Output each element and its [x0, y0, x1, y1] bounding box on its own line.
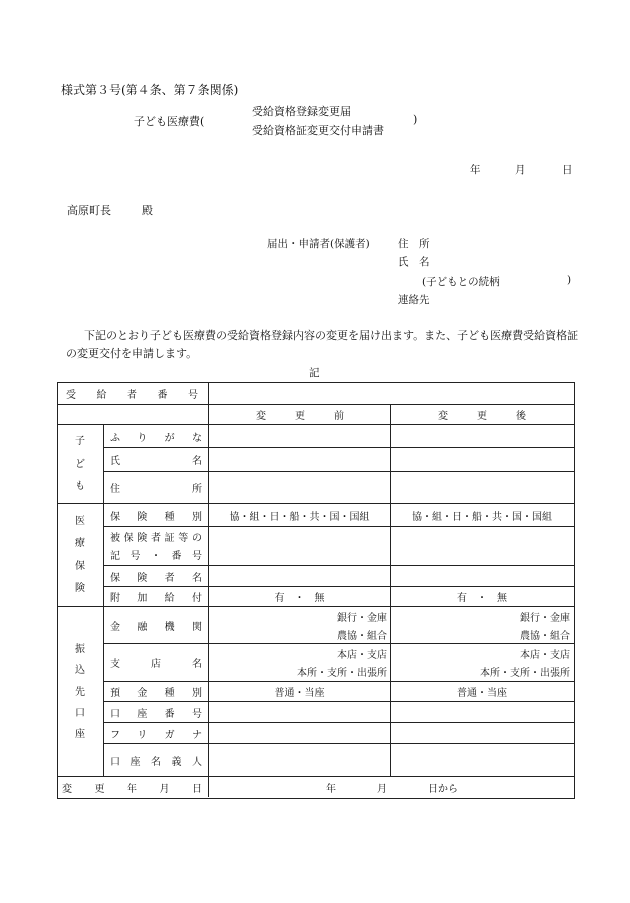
supplement-label: 附 加 給 付: [110, 593, 202, 604]
account-holder-label: 口 座 名 義 人: [110, 756, 202, 768]
title-prefix: 子ども医療費(: [134, 115, 205, 128]
branch-before-opt1: 本店・支店: [337, 649, 387, 661]
bank-before-opt1: 銀行・金庫: [337, 612, 387, 624]
insurer-label: 保 険 者 名: [110, 572, 202, 584]
supplement-before: 有 ・ 無: [274, 593, 325, 604]
title-line2: 受給資格証変更交付申請書: [252, 124, 384, 137]
applicant-relation-close: ): [567, 274, 572, 286]
form-number: 様式第３号(第４条、第７条関係): [61, 83, 239, 97]
deposit-after: 普通・当座: [457, 688, 507, 699]
after-header: 変 更 後: [438, 411, 526, 422]
before-header: 変 更 前: [256, 411, 344, 422]
change-year: 年: [326, 783, 336, 795]
deposit-type-label: 預 金 種 別: [110, 688, 202, 699]
insurance-group-label: 医 療 保 険: [75, 516, 85, 594]
insurance-type-label: 保 険 種 別: [110, 511, 202, 523]
date-month: 月: [515, 164, 526, 176]
rule: [103, 424, 104, 776]
date-year: 年: [470, 164, 481, 176]
change-from: 日から: [428, 783, 458, 795]
furigana-label: ふ り が な: [110, 432, 202, 444]
title-line1: 受給資格登録変更届: [252, 105, 351, 118]
applicant-label: 届出・申請者(保護者): [267, 238, 370, 250]
change-month: 月: [377, 783, 387, 795]
applicant-relation-label: (子どもとの続柄: [422, 276, 500, 288]
bank-label: 金 融 機 関: [110, 621, 202, 633]
bank-group-label: 振 込 先 口 座: [75, 644, 85, 740]
child-group-label: 子 ど も: [75, 436, 85, 492]
applicant-address-label: 住 所: [398, 238, 430, 250]
account-number-label: 口 座 番 号: [110, 708, 202, 720]
branch-label: 支 店 名: [110, 659, 202, 670]
address-label: 住 所: [110, 484, 202, 495]
addressee-name: 高原町長: [67, 204, 111, 217]
card-label-line1: 被 保 険 者 証 等 の: [110, 532, 202, 544]
insurance-type-before: 協・組・日・船・共・国・国組: [229, 511, 370, 523]
applicant-contact-label: 連絡先: [398, 294, 430, 306]
bank-after-opt2: 農協・組合: [520, 630, 570, 642]
branch-after-opt1: 本店・支店: [520, 649, 570, 661]
bank-before-opt2: 農協・組合: [337, 630, 387, 642]
addressee-suffix: 殿: [142, 204, 153, 217]
supplement-after: 有 ・ 無: [457, 593, 507, 604]
bank-after-opt1: 銀行・金庫: [520, 612, 570, 624]
name-label: 氏 名: [110, 456, 202, 467]
card-label-line2: 記 号 ・ 番 号: [110, 551, 202, 562]
branch-before-opt2: 本所・支所・出張所: [297, 667, 387, 679]
change-date-label: 変 更 年 月 日: [62, 783, 202, 795]
ki-heading: 記: [309, 367, 320, 379]
kana-label: フ リ ガ ナ: [110, 729, 202, 741]
recipient-number-label: 受 給 者 番 号: [66, 389, 198, 401]
deposit-before: 普通・当座: [274, 688, 325, 699]
insurance-type-after: 協・組・日・船・共・国・国組: [412, 511, 552, 523]
branch-after-opt2: 本所・支所・出張所: [480, 667, 570, 679]
title-suffix: ): [413, 113, 418, 126]
body-text: 下記のとおり子ども医療費の受給資格登録内容の変更を届け出ます。また、子ども医療費受給資格証の変更交付を申請します。: [66, 329, 579, 360]
date-day: 日: [562, 164, 573, 176]
applicant-name-label: 氏 名: [398, 256, 430, 268]
